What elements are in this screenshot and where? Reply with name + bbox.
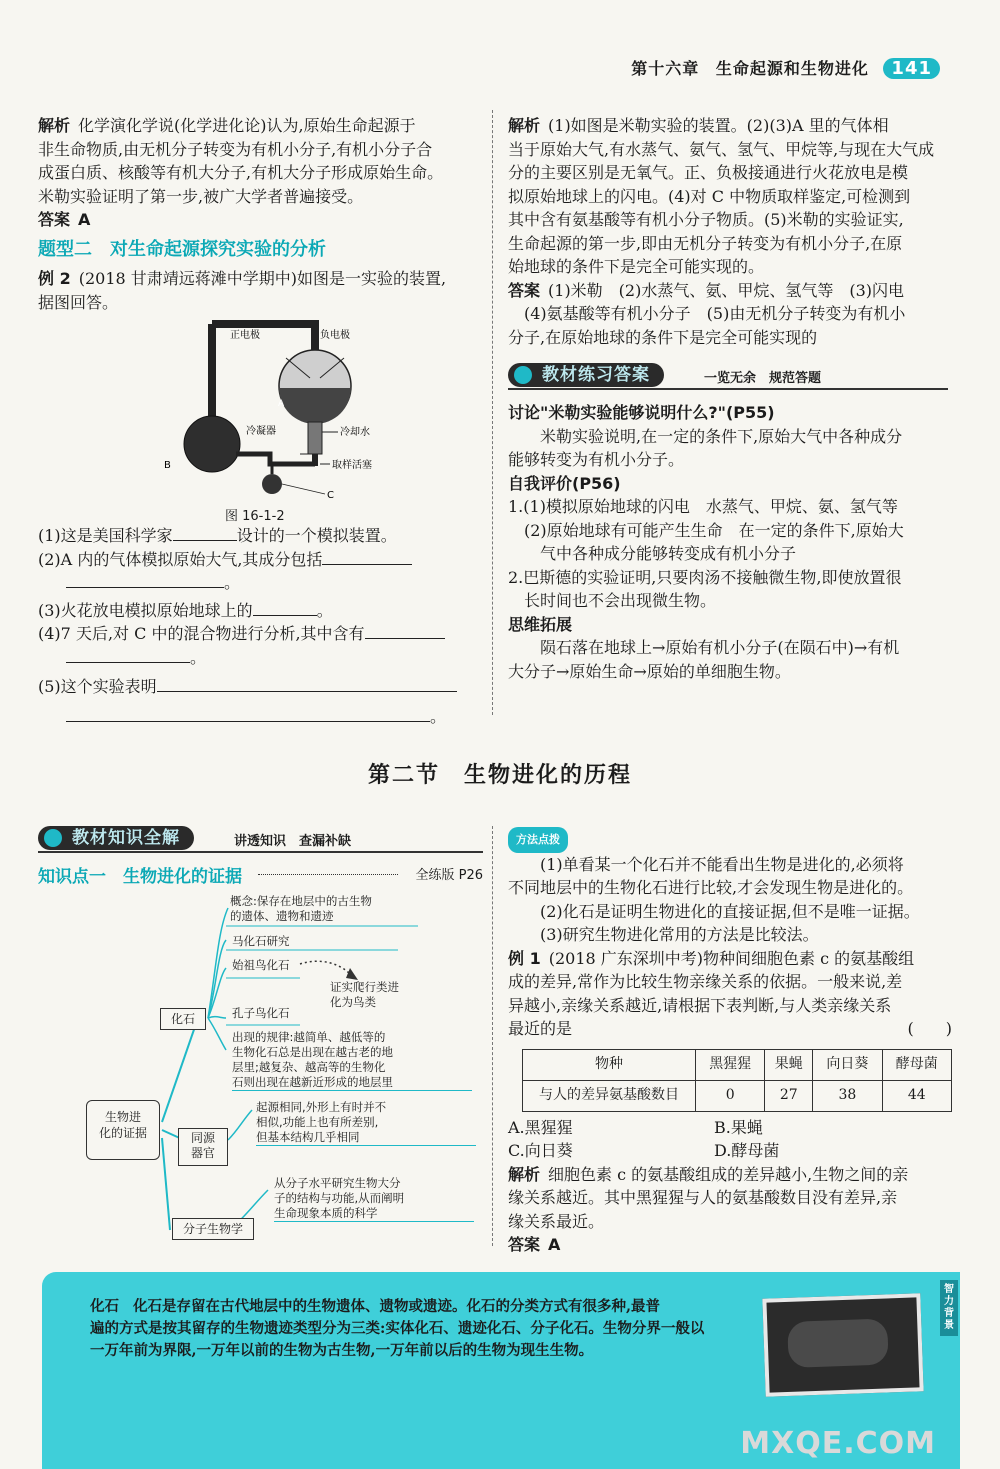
banner-rule bbox=[38, 851, 483, 853]
node-molecular-biology: 分子生物学 bbox=[172, 1218, 254, 1240]
discuss-line: 米勒实验说明,在一定的条件下,原始大气中各种成分 bbox=[540, 426, 903, 446]
question-number: (2) bbox=[38, 549, 61, 569]
answer-blank[interactable] bbox=[66, 646, 190, 663]
analysis-line: 米勒实验证明了第一步,被广大学者普遍接受。 bbox=[38, 186, 364, 206]
answer-value: A bbox=[78, 210, 91, 229]
fossil-definition: 概念:保存在地层中的古生物 的遗体、遗物和遗迹 bbox=[230, 894, 372, 923]
example-line: (2018 广东深圳中考)物种间细胞色素 c 的氨基酸组 bbox=[548, 948, 915, 968]
table-cell: 物种 bbox=[523, 1049, 696, 1080]
kp-leader bbox=[258, 874, 398, 875]
explanation-line: 化石是存留在古代地层中的生物遗体、遗物或遗迹。化石的分类方式有很多种,最普 bbox=[133, 1298, 661, 1315]
right-bottom-column bbox=[508, 826, 952, 1257]
analysis-line: 成蛋白质、核酸等有机大分子,有机大分子形成原始生命。 bbox=[38, 163, 444, 182]
answer-blank[interactable] bbox=[66, 571, 224, 588]
answer-blank[interactable] bbox=[253, 599, 317, 616]
mindmap bbox=[38, 890, 483, 1245]
note-line: (2)化石是证明生物进化的直接证据,但不是唯一证据。 bbox=[540, 901, 920, 921]
banner-rule bbox=[508, 388, 948, 390]
banner-dot-icon bbox=[514, 366, 532, 384]
note-line: (1)单看某一个化石并不能看出生物是进化的,必须将 bbox=[540, 854, 904, 874]
knowledge-banner bbox=[38, 824, 483, 854]
analysis-line: 非生命物质,由无机分子转变为有机小分子,有机小分子合 bbox=[38, 139, 433, 159]
self-eval-line: (2)原始地球有可能产生生命 在一定的条件下,原始大 bbox=[508, 520, 904, 540]
option-c[interactable]: C.向日葵 bbox=[508, 1141, 573, 1160]
banner-pill bbox=[38, 826, 194, 850]
table-cell: 黑猩猩 bbox=[696, 1049, 765, 1080]
discuss-line: 能够转变为有机小分子。 bbox=[508, 450, 685, 469]
fossil-explanation bbox=[90, 1296, 790, 1362]
molbio-note: 从分子水平研究生物大分 子的结构与功能,从而阐明 生命现象本质的科学 bbox=[274, 1176, 474, 1222]
miller-apparatus-figure bbox=[150, 316, 400, 506]
table-row bbox=[523, 1080, 952, 1111]
banner bbox=[38, 824, 483, 854]
analysis-line: (1)如图是米勒实验的装置。(2)(3)A 里的气体相 bbox=[548, 116, 889, 135]
method-tag: 方法点拨 bbox=[508, 827, 568, 853]
question-text: A 内的气体模拟原始大气,其成分包括 bbox=[60, 549, 323, 569]
note-line: 不同地层中的生物化石进行比较,才会发现生物是进化的。 bbox=[508, 878, 914, 897]
exercise-answer-banner bbox=[508, 361, 948, 391]
table-cell: 与人的差异氨基酸数目 bbox=[523, 1080, 696, 1111]
self-eval-line: 1.(1)模拟原始地球的闪电 水蒸气、甲烷、氨、氢气等 bbox=[508, 497, 898, 516]
question-number: (3) bbox=[38, 600, 61, 620]
kp-reference: 全练版 P26 bbox=[415, 868, 483, 883]
analysis-label: 解析 bbox=[38, 116, 71, 135]
label-a: A bbox=[278, 399, 285, 409]
explanation-line: 一万年前为界限,一万年以前的生物为古生物,一万年前以后的生物为现生生物。 bbox=[90, 1342, 594, 1359]
extend-title: 思维拓展 bbox=[508, 614, 573, 634]
banner-title: 教材练习答案 bbox=[542, 365, 650, 385]
analysis-line: 生命起源的第一步,即由无机分子转变为有机小分子,在原 bbox=[508, 233, 903, 253]
table-cell: 27 bbox=[765, 1080, 813, 1111]
label-negative-electrode: 负电极 bbox=[320, 330, 350, 341]
label-positive-electrode: 正电极 bbox=[230, 330, 260, 341]
analysis-line: 细胞色素 c 的氨基酸组成的差异越小,生物之间的亲 bbox=[548, 1164, 909, 1184]
label-b: B bbox=[164, 460, 171, 471]
banner-pill bbox=[508, 363, 664, 387]
option-d[interactable]: D.酵母菌 bbox=[714, 1141, 780, 1160]
analysis-line: 分的主要区别是无氧气。正、负极接通进行火花放电是模 bbox=[508, 163, 909, 182]
analysis-line: 缘关系越近。其中黑猩猩与人的氨基酸数目没有差异,亲 bbox=[508, 1188, 898, 1207]
self-eval-line: 2.巴斯德的实验证明,只要肉汤不接触微生物,即使放置很 bbox=[508, 567, 902, 587]
answer-blank[interactable] bbox=[173, 524, 237, 541]
chapter-number: 第十六章 bbox=[631, 59, 700, 78]
page-header bbox=[631, 56, 940, 79]
self-eval-line: 长时间也不会出现微生物。 bbox=[508, 591, 717, 610]
question-text: 。 bbox=[316, 600, 333, 620]
answer-line: (4)氨基酸等有机小分子 (5)由无机分子转变为有机小 bbox=[524, 304, 906, 323]
answer-blank[interactable] bbox=[322, 548, 412, 565]
option-a[interactable]: A.黑猩猩 bbox=[508, 1117, 573, 1137]
term: 化石 bbox=[90, 1299, 119, 1315]
label-c: C bbox=[327, 490, 334, 501]
confuciusornis-fossil: 孔子鸟化石 bbox=[232, 1006, 290, 1020]
analysis-label: 解析 bbox=[508, 116, 541, 135]
answer-label: 答案 bbox=[508, 280, 541, 300]
answer-line: (1)米勒 (2)水蒸气、氨、甲烷、氢气等 (3)闪电 bbox=[548, 280, 905, 300]
self-eval-line: 气中各种成分能够转变成有机小分子 bbox=[508, 544, 797, 563]
note-line: (3)研究生物进化常用的方法是比较法。 bbox=[540, 925, 819, 944]
label-sampling: 取样活塞 bbox=[332, 460, 372, 471]
section-title: 第二节 生物进化的历程 bbox=[367, 763, 632, 788]
answer-label: 答案 bbox=[508, 1235, 541, 1254]
example-label: 例 2 bbox=[38, 269, 71, 288]
question-number: (4) bbox=[38, 624, 61, 643]
answer-bracket[interactable]: ( ) bbox=[907, 1019, 952, 1038]
analysis-line: 始地球的条件下是完全可能实现的。 bbox=[508, 257, 765, 276]
root-node: 生物进 化的证据 bbox=[86, 1100, 160, 1160]
banner-title: 教材知识全解 bbox=[72, 828, 180, 848]
table-header-row bbox=[523, 1049, 952, 1080]
answer-label: 答案 bbox=[38, 210, 71, 229]
label-cool-water: 冷却水 bbox=[340, 427, 370, 438]
question-number: (5) bbox=[38, 677, 61, 696]
example-line: 成的差异,常作为比较生物亲缘关系的依据。一般来说,差 bbox=[508, 972, 903, 991]
questions: (1)这是美国科学家 设计的一个模拟装置。 (2)A 内的气体模拟原始大气,其成分包括 。 (3)火花放电模拟原始地球上的 。 (4)7 天后,对 C 中的混合物进行分析,其中含有 。 (5)这个实验表明 。 bbox=[38, 524, 478, 728]
extend-line: 大分子→原始生命→原始的单细胞生物。 bbox=[508, 661, 791, 681]
chapter-title: 生命起源和生物进化 bbox=[715, 59, 869, 78]
banner-subtitle: 一览无余 规范答题 bbox=[704, 371, 822, 386]
answer-value: A bbox=[548, 1235, 561, 1254]
node-homologous: 同源 器官 bbox=[178, 1128, 228, 1166]
left-top-column bbox=[38, 114, 478, 314]
analysis-line: 缘关系最近。 bbox=[508, 1211, 605, 1231]
table-cell: 果蝇 bbox=[765, 1049, 813, 1080]
horse-fossil: 马化石研究 bbox=[232, 934, 290, 948]
self-eval-title: 自我评价(P56) bbox=[508, 473, 621, 493]
node-fossil: 化石 bbox=[160, 1008, 206, 1030]
example-text: 据图回答。 bbox=[38, 292, 119, 312]
fossil-photo bbox=[762, 1293, 923, 1396]
analysis-line: 拟原始地球上的闪电。(4)对 C 中物质取样鉴定,可检测到 bbox=[508, 186, 911, 206]
type-heading: 题型二 对生命起源探究实验的分析 bbox=[38, 238, 326, 260]
extend-line: 陨石落在地球上→原始有机小分子(在陨石中)→有机 bbox=[540, 638, 900, 657]
knowledge-point-title bbox=[38, 862, 483, 887]
table-cell: 向日葵 bbox=[813, 1049, 882, 1080]
question-text: 这是美国科学家 bbox=[60, 526, 173, 545]
answer-blank[interactable] bbox=[66, 705, 430, 722]
homologous-note: 起源相同,外形上有时并不 相似,功能上也有所差别, 但基本结构几乎相同 bbox=[256, 1100, 476, 1146]
table-cell: 38 bbox=[813, 1080, 882, 1111]
question-text: 火花放电模拟原始地球上的 bbox=[60, 600, 253, 620]
answer-blank[interactable] bbox=[157, 675, 457, 692]
example-label: 例 1 bbox=[508, 948, 541, 968]
right-top-column bbox=[508, 114, 948, 683]
example-text: (2018 甘肃靖远蒋滩中学期中)如图是一实验的装置, bbox=[78, 269, 447, 288]
discuss-title: 讨论"米勒实验能够说明什么?"(P55) bbox=[508, 403, 775, 422]
explanation-line: 遍的方式是按其留存的生物遗迹类型分为三类:实体化石、遗迹化石、分子化石。生物分界一般以 bbox=[90, 1320, 705, 1337]
example-line: 最近的是 bbox=[508, 1019, 573, 1038]
figure-caption: 图 16-1-2 bbox=[225, 509, 285, 524]
comparison-table bbox=[522, 1049, 952, 1112]
fossil-rule: 出现的规律:越简单、越低等的 生物化石总是出现在越古老的地 层里;越复杂、越高等的生物化 石则出现在越新近形成的地层里 bbox=[232, 1030, 472, 1091]
table-cell: 0 bbox=[696, 1080, 765, 1111]
table-cell: 44 bbox=[882, 1080, 951, 1111]
analysis-line: 其中含有氨基酸等有机小分子物质。(5)米勒的实验证实, bbox=[508, 210, 904, 229]
column-divider bbox=[492, 110, 493, 715]
analysis-line: 当于原始大气,有水蒸气、氨气、氢气、甲烷等,与现在大气成 bbox=[508, 139, 935, 159]
question-text: 设计的一个模拟装置。 bbox=[236, 526, 397, 545]
bird-evolution-note: 证实爬行类进 化为鸟类 bbox=[330, 980, 399, 1009]
option-b[interactable]: B.果蝇 bbox=[714, 1117, 763, 1137]
table-cell: 酵母菌 bbox=[882, 1049, 951, 1080]
banner-dot-icon bbox=[44, 829, 62, 847]
column-divider bbox=[492, 826, 493, 1246]
archaeopteryx-fossil: 始祖鸟化石 bbox=[232, 958, 290, 972]
side-tag: 智力背景 bbox=[940, 1280, 958, 1336]
watermark: MXQE.COM bbox=[740, 1426, 936, 1461]
analysis-line: 化学演化学说(化学进化论)认为,原始生命起源于 bbox=[78, 116, 416, 135]
kp-title: 知识点一 生物进化的证据 bbox=[38, 867, 242, 887]
example-line: 异越小,亲缘关系越近,请根据下表判断,与人类亲缘关系 bbox=[508, 995, 892, 1015]
question-text: 这个实验表明 bbox=[60, 677, 157, 696]
question-number: (1) bbox=[38, 526, 61, 545]
background-knowledge-box bbox=[42, 1272, 960, 1469]
fossil-shape bbox=[787, 1318, 889, 1367]
question-text: 7 天后,对 C 中的混合物进行分析,其中含有 bbox=[60, 624, 365, 643]
analysis-label: 解析 bbox=[508, 1164, 541, 1184]
banner-subtitle: 讲透知识 查漏补缺 bbox=[234, 834, 352, 849]
page-number: 141 bbox=[883, 58, 940, 79]
answer-blank[interactable] bbox=[365, 622, 445, 639]
label-condenser: 冷凝器 bbox=[246, 426, 276, 437]
answer-line: 分子,在原始地球的条件下是完全可能实现的 bbox=[508, 327, 818, 347]
